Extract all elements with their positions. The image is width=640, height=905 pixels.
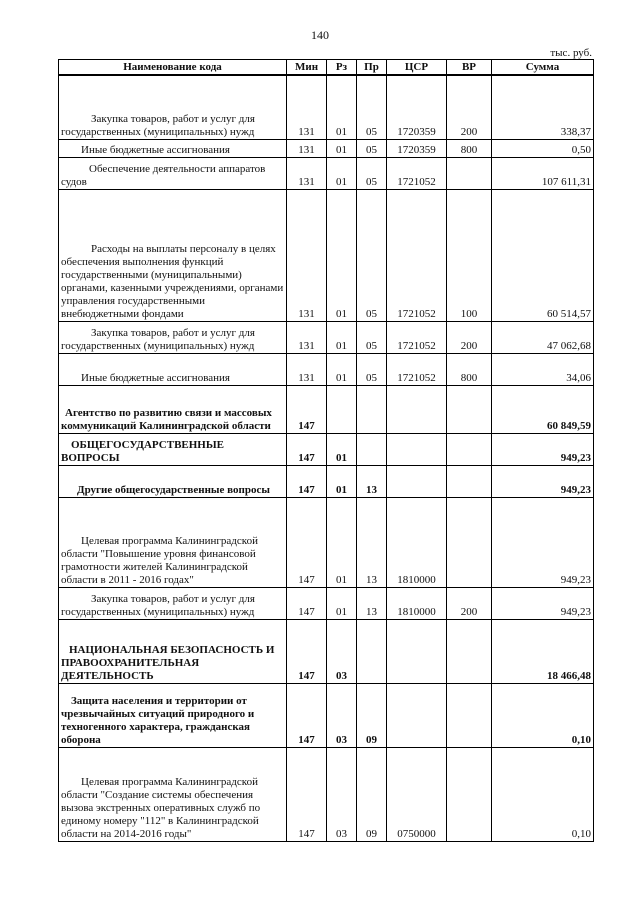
row-name: Защита населения и территории от чрезвычайных ситуаций природного и техногенного характера, гражданская оборона: [59, 683, 287, 747]
row-vr: [447, 619, 492, 683]
row-min: 147: [287, 465, 327, 497]
row-rz: 01: [327, 497, 357, 587]
row-csr: [387, 385, 447, 433]
row-sum: 18 466,48: [492, 619, 594, 683]
row-sum: 0,10: [492, 683, 594, 747]
row-rz: 01: [327, 75, 357, 139]
row-name: Закупка товаров, работ и услуг для государственных (муниципальных) нужд: [59, 75, 287, 139]
header-sum: Сумма: [492, 60, 594, 76]
row-csr: [387, 465, 447, 497]
row-vr: 800: [447, 353, 492, 385]
row-csr: 1721052: [387, 321, 447, 353]
row-sum: 949,23: [492, 465, 594, 497]
row-rz: 01: [327, 321, 357, 353]
row-min: 147: [287, 385, 327, 433]
row-rz: 01: [327, 157, 357, 189]
row-vr: [447, 747, 492, 841]
row-pr: 13: [357, 497, 387, 587]
row-vr: [447, 157, 492, 189]
row-vr: 200: [447, 587, 492, 619]
row-csr: 1721052: [387, 353, 447, 385]
row-sum: 0,50: [492, 139, 594, 157]
table-row: [59, 385, 594, 433]
row-vr: 200: [447, 321, 492, 353]
row-pr: [357, 433, 387, 465]
row-vr: 200: [447, 75, 492, 139]
row-min: 147: [287, 433, 327, 465]
row-sum: 949,23: [492, 433, 594, 465]
row-min: 147: [287, 747, 327, 841]
row-pr: 05: [357, 75, 387, 139]
row-csr: [387, 433, 447, 465]
table-row: [59, 75, 594, 139]
row-min: 131: [287, 321, 327, 353]
row-name: Расходы на выплаты персоналу в целях обеспечения выполнения функций государственными (муниципальными) органами, казенными учреждениями, органами управления государственными внебюджетными фондами: [59, 189, 287, 321]
row-sum: 0,10: [492, 747, 594, 841]
row-min: 131: [287, 157, 327, 189]
header-vr: ВР: [447, 60, 492, 76]
row-sum: 34,06: [492, 353, 594, 385]
row-rz: 03: [327, 619, 357, 683]
row-pr: 05: [357, 157, 387, 189]
table-row: [59, 157, 594, 189]
row-csr: [387, 619, 447, 683]
row-rz: 03: [327, 683, 357, 747]
row-pr: 09: [357, 683, 387, 747]
row-min: 147: [287, 619, 327, 683]
row-rz: 03: [327, 747, 357, 841]
row-csr: [387, 683, 447, 747]
row-name: НАЦИОНАЛЬНАЯ БЕЗОПАСНОСТЬ И ПРАВООХРАНИТЕЛЬНАЯ ДЕЯТЕЛЬНОСТЬ: [59, 619, 287, 683]
row-sum: 107 611,31: [492, 157, 594, 189]
table-row: [59, 619, 594, 683]
row-csr: 0750000: [387, 747, 447, 841]
row-min: 147: [287, 683, 327, 747]
table-row: [59, 587, 594, 619]
row-name: Иные бюджетные ассигнования: [59, 353, 287, 385]
header-min: Мин: [287, 60, 327, 76]
row-rz: 01: [327, 587, 357, 619]
table-row: [59, 747, 594, 841]
row-csr: 1721052: [387, 157, 447, 189]
row-vr: [447, 683, 492, 747]
row-sum: 47 062,68: [492, 321, 594, 353]
row-min: 131: [287, 353, 327, 385]
table-row: [59, 433, 594, 465]
row-min: 131: [287, 139, 327, 157]
table-row: [59, 497, 594, 587]
table-row: [59, 321, 594, 353]
row-rz: 01: [327, 189, 357, 321]
table-row: [59, 189, 594, 321]
header-pr: Пр: [357, 60, 387, 76]
row-rz: 01: [327, 465, 357, 497]
row-min: 147: [287, 497, 327, 587]
unit-label: тыс. руб.: [550, 47, 592, 59]
row-vr: 800: [447, 139, 492, 157]
row-name: Обеспечение деятельности аппаратов судов: [59, 157, 287, 189]
row-rz: 01: [327, 139, 357, 157]
row-vr: [447, 465, 492, 497]
table-row: [59, 353, 594, 385]
row-pr: 05: [357, 139, 387, 157]
page-number: 140: [311, 28, 329, 42]
row-pr: 05: [357, 353, 387, 385]
row-csr: 1721052: [387, 189, 447, 321]
header-csr: ЦСР: [387, 60, 447, 76]
budget-table: [58, 59, 594, 842]
row-rz: [327, 385, 357, 433]
row-pr: 09: [357, 747, 387, 841]
row-vr: 100: [447, 189, 492, 321]
row-rz: 01: [327, 353, 357, 385]
row-name: Целевая программа Калининградской области "Создание системы обеспечения вызова экстренных оперативных служб по единому номеру "112" в Калининградской области на 2014-2016 годы": [59, 747, 287, 841]
row-pr: 05: [357, 321, 387, 353]
row-csr: 1720359: [387, 75, 447, 139]
row-name: Закупка товаров, работ и услуг для государственных (муниципальных) нужд: [59, 321, 287, 353]
row-csr: 1720359: [387, 139, 447, 157]
row-pr: [357, 385, 387, 433]
row-pr: 13: [357, 587, 387, 619]
table-header-row: [59, 60, 594, 76]
row-csr: 1810000: [387, 587, 447, 619]
row-rz: 01: [327, 433, 357, 465]
row-pr: 13: [357, 465, 387, 497]
row-vr: [447, 497, 492, 587]
row-pr: 05: [357, 189, 387, 321]
row-name: Агентство по развитию связи и массовых коммуникаций Калининградской области: [59, 385, 287, 433]
table-row: [59, 465, 594, 497]
row-sum: 60 514,57: [492, 189, 594, 321]
row-sum: 338,37: [492, 75, 594, 139]
row-pr: [357, 619, 387, 683]
row-name: Закупка товаров, работ и услуг для государственных (муниципальных) нужд: [59, 587, 287, 619]
row-min: 131: [287, 75, 327, 139]
header-name: Наименование кода: [59, 60, 287, 76]
row-name: ОБЩЕГОСУДАРСТВЕННЫЕ ВОПРОСЫ: [59, 433, 287, 465]
row-sum: 949,23: [492, 587, 594, 619]
row-sum: 60 849,59: [492, 385, 594, 433]
row-name: Другие общегосударственные вопросы: [59, 465, 287, 497]
table-row: [59, 139, 594, 157]
row-vr: [447, 433, 492, 465]
row-name: Целевая программа Калининградской области "Повышение уровня финансовой грамотности жителей Калининградской области в 2011 - 2016 годах": [59, 497, 287, 587]
row-csr: 1810000: [387, 497, 447, 587]
table-row: [59, 683, 594, 747]
header-rz: Рз: [327, 60, 357, 76]
row-sum: 949,23: [492, 497, 594, 587]
row-name: Иные бюджетные ассигнования: [59, 139, 287, 157]
row-vr: [447, 385, 492, 433]
row-min: 147: [287, 587, 327, 619]
row-min: 131: [287, 189, 327, 321]
